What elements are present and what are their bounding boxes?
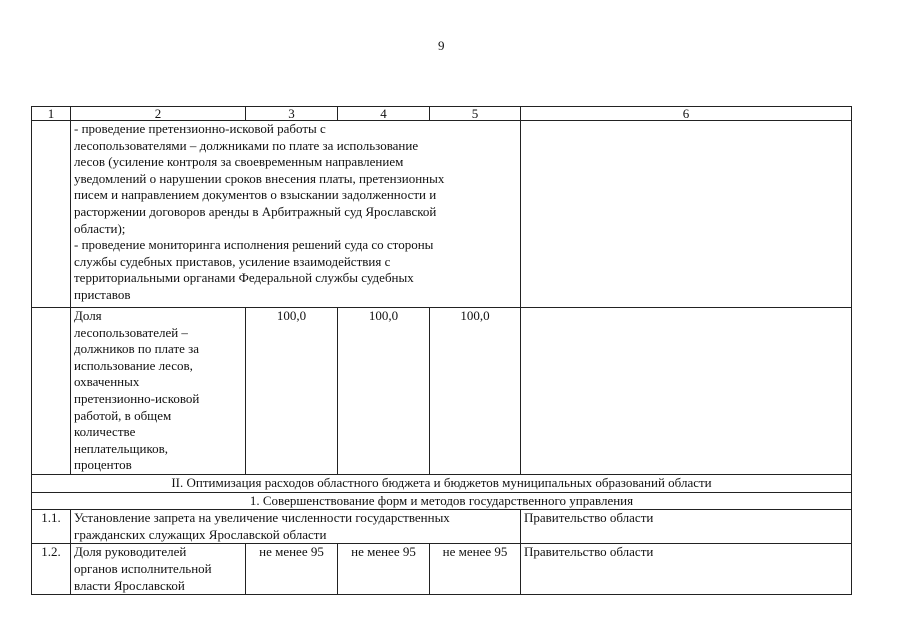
indicator-line: претензионно-исковой [74,390,200,406]
indicator-row [32,308,852,475]
measures-line: писем и направлением документов о взыскании задолженности и [74,187,437,203]
indicator-line: неплательщиков, [74,440,168,456]
indicator-line: работой, в общем [74,407,172,423]
subsection-heading-row [32,492,852,510]
indicator-num-cell [32,308,71,475]
subsection-heading: 1. Совершенствование форм и методов государственного управления [32,492,852,510]
page-number: 9 [438,38,445,53]
header-col-1: 1 [32,107,71,121]
measures-line: лесов (усиление контроля за своевременным направлением [74,154,404,170]
indicator-line: процентов [74,457,132,473]
header-col-4: 4 [338,107,430,121]
measures-text-cell [71,121,521,308]
row-1-1 [32,510,852,544]
measures-row [32,121,852,308]
indicator-value-col4: 100,0 [338,308,430,475]
measures-line: расторжении договоров аренды в Арбитражный суд Ярославской [74,203,437,219]
indicator-line: должников по плате за [74,341,200,357]
indicator-line: охваченных [74,374,140,390]
plan-table [31,106,852,595]
measures-num-cell [32,121,71,308]
indicator-value-col3: 100,0 [246,308,338,475]
row-1-2 [32,544,852,595]
measures-executor-cell [521,121,852,308]
section-heading: II. Оптимизация расходов областного бюджета и бюджетов муниципальных образований области [32,475,852,493]
measures-line: области); [74,220,126,236]
indicator-value-col5: 100,0 [430,308,521,475]
row-1-2-line: власти Ярославской [74,577,185,593]
measures-line: приставов [74,286,131,302]
row-1-2-value-col3: не менее 95 [246,544,338,595]
header-col-5: 5 [430,107,521,121]
measures-line: - проведение мониторинга исполнения решений суда со стороны [74,237,434,253]
row-1-2-number: 1.2. [32,544,71,595]
indicator-name-cell [71,308,246,475]
indicator-executor-cell [521,308,852,475]
header-col-3: 3 [246,107,338,121]
row-1-2-line: Доля руководителей [74,544,187,560]
row-1-1-executor: Правительство области [521,510,852,544]
measures-line: уведомлений о нарушении сроков внесения платы, претензионных [74,170,445,186]
row-1-2-executor: Правительство области [521,544,852,595]
measures-line: службы судебных приставов, усиление взаимодействия с [74,253,391,269]
measures-line: - проведение претензионно-исковой работы с [74,121,326,136]
header-col-6: 6 [521,107,852,121]
header-col-2: 2 [71,107,246,121]
indicator-line: лесопользователей – [74,324,188,340]
row-1-2-value-col5: не менее 95 [430,544,521,595]
header-row [32,107,852,121]
row-1-2-value-col4: не менее 95 [338,544,430,595]
row-1-2-line: органов исполнительной [74,560,212,576]
section-heading-row [32,475,852,493]
measures-line: территориальными органами Федеральной службы судебных [74,270,414,286]
measures-line: лесопользователями – должниками по плате за использование [74,137,419,153]
indicator-line: использование лесов, [74,357,193,373]
indicator-line: количестве [74,424,136,440]
row-1-2-name-cell [71,544,246,595]
row-1-1-number: 1.1. [32,510,71,544]
row-1-1-text: Установление запрета на увеличение численности государственных гражданских служащих Ярославской области [71,510,521,544]
indicator-line: Доля [74,308,102,323]
